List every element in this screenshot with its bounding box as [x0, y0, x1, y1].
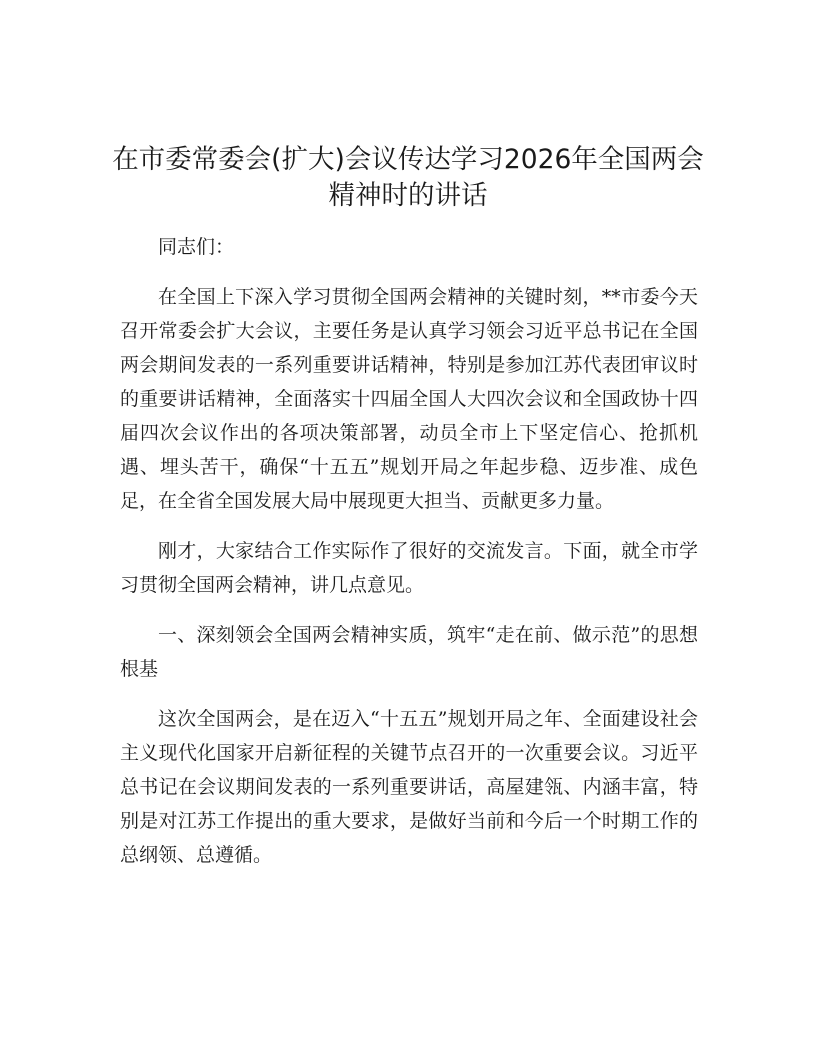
document-body [120, 230, 698, 888]
paragraph-transition: 刚才，大家结合工作实际作了很好的交流发言。下面，就全市学习贯彻全国两会精神，讲几点意见。 [120, 540, 698, 596]
greeting-line: 同志们： [158, 236, 235, 258]
section-heading-1: 一、深刻领会全国两会精神实质，筑牢“走在前、做示范”的思想根基 [120, 624, 698, 680]
paragraph-opening: 在全国上下深入学习贯彻全国两会精神的关键时刻，**市委今天召开常委会扩大会议，主要任务是认真学习领会习近平总书记在全国两会期间发表的一系列重要讲话精神，特别是参加江苏代表团审议时的重要讲话精神，全面落实十四届全国人大四次会议和全国政协十四届四次会议作出的各项决策部署，动员全市上下坚定信心、抢抓机遇、埋头苦干，确保“十五五”规划开局之年起步稳、迈步准、成色足，在全省全国发展大局中展现更大担当、贡献更多力量。 [120, 286, 698, 512]
document-title: 在市委常委会(扩大)会议传达学习2026年全国两会精神时的讲话 [112, 144, 704, 211]
paragraph-section-1: 这次全国两会，是在迈入“十五五”规划开局之年、全面建设社会主义现代化国家开启新征程的关键节点召开的一次重要会议。习近平总书记在会议期间发表的一系列重要讲话，高屋建瓴、内涵丰富，特别是对江苏工作提出的重大要求，是做好当前和今后一个时期工作的总纲领、总遵循。 [120, 708, 698, 866]
